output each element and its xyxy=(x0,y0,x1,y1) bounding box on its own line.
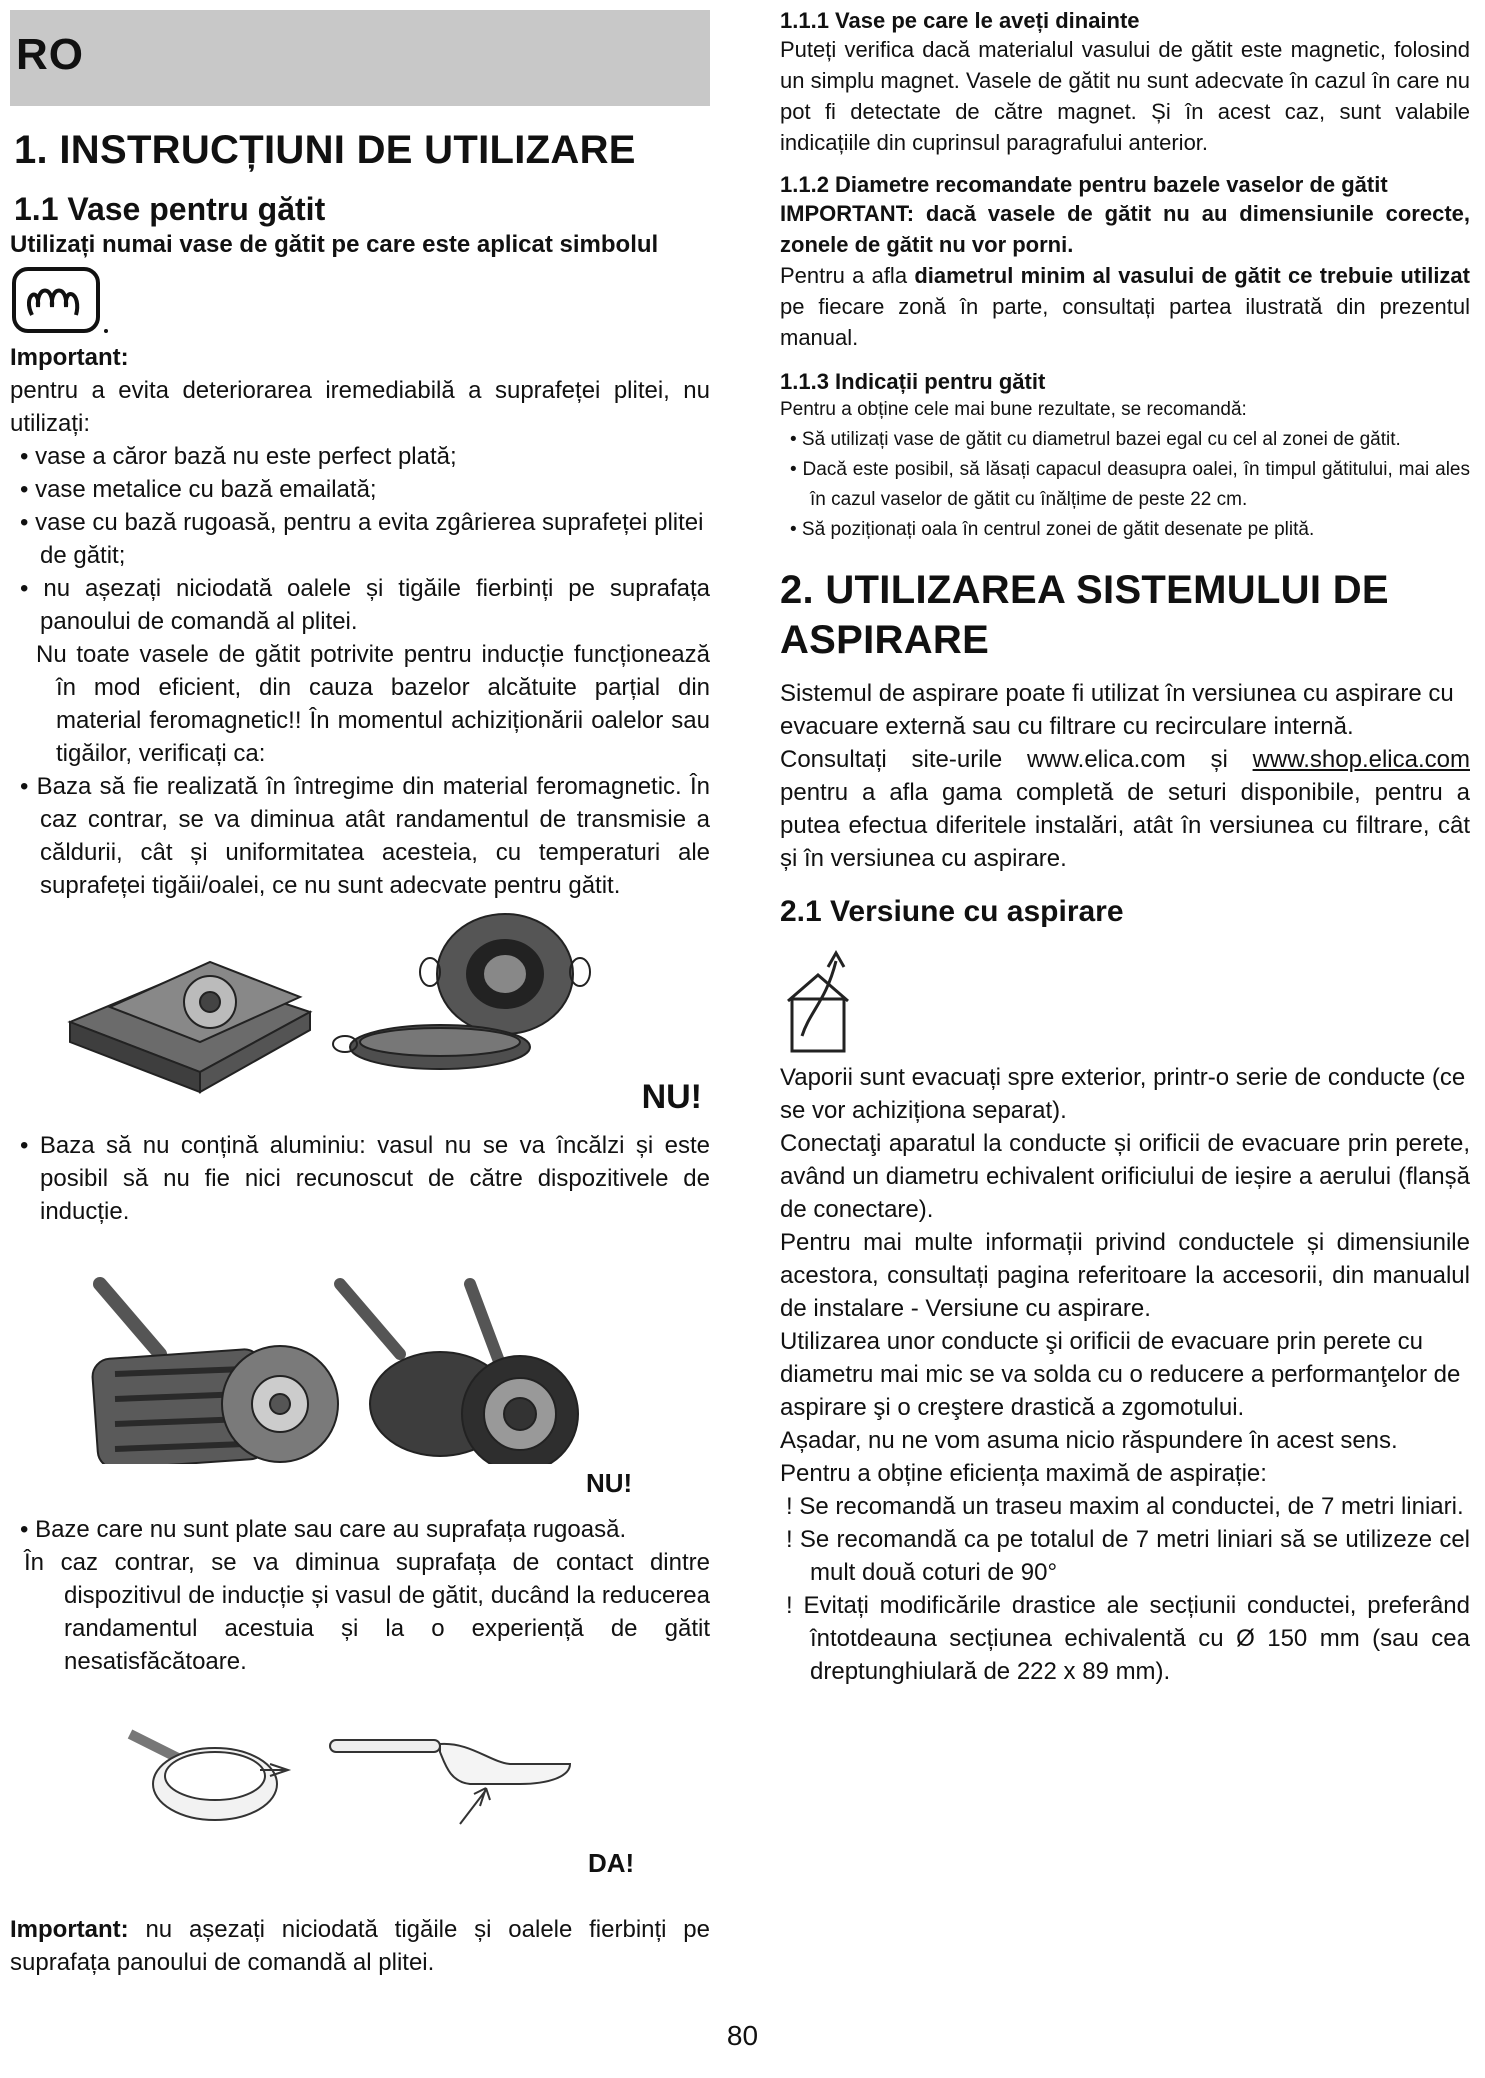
section-1-1-3-intro: Pentru a obține cele mai bune rezultate, se recomandă: xyxy=(780,399,1247,420)
list-item: • vase metalice cu bază emailată; xyxy=(20,476,377,503)
da-label: DA! xyxy=(588,1848,635,1878)
ducted-p3: Pentru mai multe informații privind conductele și dimensiunile acestora, consultați pagina referitoare la accesorii, din manualul de instalare - Versiune cu aspirare. xyxy=(780,1229,1470,1322)
ferromagnetic-bullet: • Baza să fie realizată în întregime din material feromagnetic. În caz contrar, se va diminua atât randamentul de transmisie a căldurii, cât și uniformitatea acesteia, cu temperaturi ale suprafeței tigăii/oalei, ce nu sunt adecvate pentru gătit. xyxy=(20,773,710,899)
ducted-p1: Vaporii sunt evacuați spre exterior, printr-o serie de conducte (ce se vor achiziționa separat). xyxy=(780,1064,1466,1124)
symbol-intro: Utilizați numai vase de gătit pe care este aplicat simbolul xyxy=(10,231,659,258)
page-number: 80 xyxy=(726,2020,759,2051)
section-1-1-2-text-bold: diametrul minim al vasului de gătit ce trebuie utilizat xyxy=(914,263,1470,288)
section-1-1-2-title: 1.1.2 Diametre recomandate pentru bazele vaselor de gătit xyxy=(780,172,1388,197)
language-bar xyxy=(10,10,710,106)
house-exhaust-icon xyxy=(780,941,880,1059)
frying-pans-image xyxy=(10,1264,630,1464)
final-important-label: Important: xyxy=(10,1916,129,1943)
section-2-text-1: Sistemul de aspirare poate fi utilizat în versiunea cu aspirare cu evacuare externă sau cu filtrare cu recirculare internă. xyxy=(780,680,1454,740)
recommendation-item: ! Evitați modificările drastice ale secțiunii conductei, preferând întotdeauna secțiunea echivalentă cu Ø 150 mm (sau cea dreptunghiulară de 222 x 89 mm). xyxy=(786,1592,1470,1685)
section-2-text-2a: Consultați site-urile www.elica.com și xyxy=(780,746,1253,773)
flat-base-paragraph: În caz contrar, se va diminua suprafața de contact dintre dispozitivul de inducție și vasul de gătit, ducând la reducerea randamentul acestuia și la o experiență de gătit nesatisfăcătoare. xyxy=(24,1549,710,1675)
flat-base-bullet: • Baze care nu sunt plate sau care au suprafața rugoasă. xyxy=(20,1516,627,1543)
section-1-title: 1. INSTRUCȚIUNI DE UTILIZARE xyxy=(14,128,636,172)
section-1-1-2-text-c: pe fiecare zonă în parte, consultați partea ilustrată din prezentul manual. xyxy=(780,294,1470,350)
ducted-p2: Conectaţi aparatul la conducte și orificii de evacuare prin perete, având un diametru echivalent orificiului de ieșire a aerului (flanșă de conectare). xyxy=(780,1130,1470,1223)
list-item: • vase cu bază rugoasă, pentru a evita zgârierea suprafeței plitei de gătit; xyxy=(20,509,704,569)
right-column xyxy=(780,0,1470,1688)
important-text: pentru a evita deteriorarea iremediabilă a suprafeței plitei, nu utilizați: xyxy=(10,377,710,437)
recommendation-item: ! Se recomandă ca pe totalul de 7 metri liniari să se utilizeze cel mult două coturi de 90° xyxy=(786,1526,1470,1586)
list-item: • Dacă este posibil, să lăsați capacul deasupra oalei, în timpul gătitului, mai ales în cazul vaselor de gătit cu înălțime de peste 22 cm. xyxy=(790,459,1470,510)
illustration-aluminium-pans xyxy=(10,1264,710,1464)
induction-symbol-icon xyxy=(10,265,110,335)
illustration-nonferro-pans xyxy=(10,912,710,1102)
nu-label-2: NU! xyxy=(586,1468,633,1498)
aluminium-bullet: • Baza să nu conțină aluminiu: vasul nu se va încălzi și este posibil să nu fie nici recunoscut de către dispozitivele de inducție. xyxy=(20,1132,710,1225)
important-label: Important: xyxy=(10,344,129,371)
list-item: • Să utilizați vase de gătit cu diametrul bazei egal cu cel al zonei de gătit. xyxy=(790,429,1401,450)
section-2-title: 2. UTILIZAREA SISTEMULUI DE ASPIRARE xyxy=(780,568,1389,662)
list-item: • nu așezați niciodată oalele și tigăile fierbinți pe suprafața panoului de comandă al plitei. xyxy=(20,575,710,635)
section-2-text-2b: pentru a afla gama completă de seturi disponibile, pentru a putea efectua diferitele instalări, atât în versiunea cu filtrare, cât și în versiunea cu aspirare. xyxy=(780,779,1470,872)
section-1-1-3-title: 1.1.3 Indicații pentru gătit xyxy=(780,369,1046,394)
ducted-version-icon-row xyxy=(780,941,1470,1061)
section-1-1-2-text-a: Pentru a afla xyxy=(780,263,915,288)
section-1-1-title: 1.1 Vase pentru gătit xyxy=(14,191,326,227)
list-item: • Să poziționați oala în centrul zonei de gătit desenate pe plită. xyxy=(790,519,1315,540)
illustration-flat-pans xyxy=(10,1714,710,1844)
flat-base-pans-image xyxy=(10,1714,630,1844)
nu-label-1: NU! xyxy=(641,1078,702,1116)
induction-symbol-row xyxy=(10,265,710,335)
list-item: • vase a căror bază nu este perfect plată; xyxy=(20,443,457,470)
section-1-1-1-text: Puteți verifica dacă materialul vasului de gătit este magnetic, folosind un simplu magnet. Vasele de gătit nu sunt adecvate în cazul în care nu pot fi detectate de către magnet. Și în acest caz, sunt valabile indicațiile din cuprinsul paragrafului anterior. xyxy=(780,37,1470,155)
section-2-1-title: 2.1 Versiune cu aspirare xyxy=(780,895,1124,928)
ducted-p5: Așadar, nu ne vom asuma nicio răspundere în acest sens. xyxy=(780,1427,1398,1454)
grill-and-paella-pans-image xyxy=(10,912,630,1102)
ducted-p6: Pentru a obține eficiența maximă de aspirație: xyxy=(780,1460,1267,1487)
section-1-1-1-title: 1.1.1 Vase pe care le aveți dinainte xyxy=(780,8,1140,33)
ducted-p4: Utilizarea unor conducte şi orificii de evacuare prin perete cu diametru mai mic se va solda cu o reducere a performanţelor de aspirare şi o creştere drastică a zgomotului. xyxy=(780,1328,1461,1421)
language-code: RO xyxy=(16,30,84,79)
section-1-1-2-important: IMPORTANT: dacă vasele de gătit nu au dimensiunile corecte, zonele de gătit nu vor porni. xyxy=(780,201,1470,257)
shop-elica-link[interactable]: www.shop.elica.com xyxy=(1252,746,1470,773)
left-column xyxy=(10,0,710,1979)
induction-paragraph: Nu toate vasele de gătit potrivite pentru inducție funcționează în mod eficient, din cauza bazelor alcătuite parțial din material feromagnetic!! În momentul achiziționării oalelor sau tigăilor, verificați ca: xyxy=(36,641,710,767)
recommendation-item: ! Se recomandă un traseu maxim al conductei, de 7 metri liniari. xyxy=(786,1493,1464,1520)
final-important-text: nu așezați niciodată tigăile și oalele fierbinți pe suprafața panoului de comandă al plitei. xyxy=(10,1916,710,1976)
